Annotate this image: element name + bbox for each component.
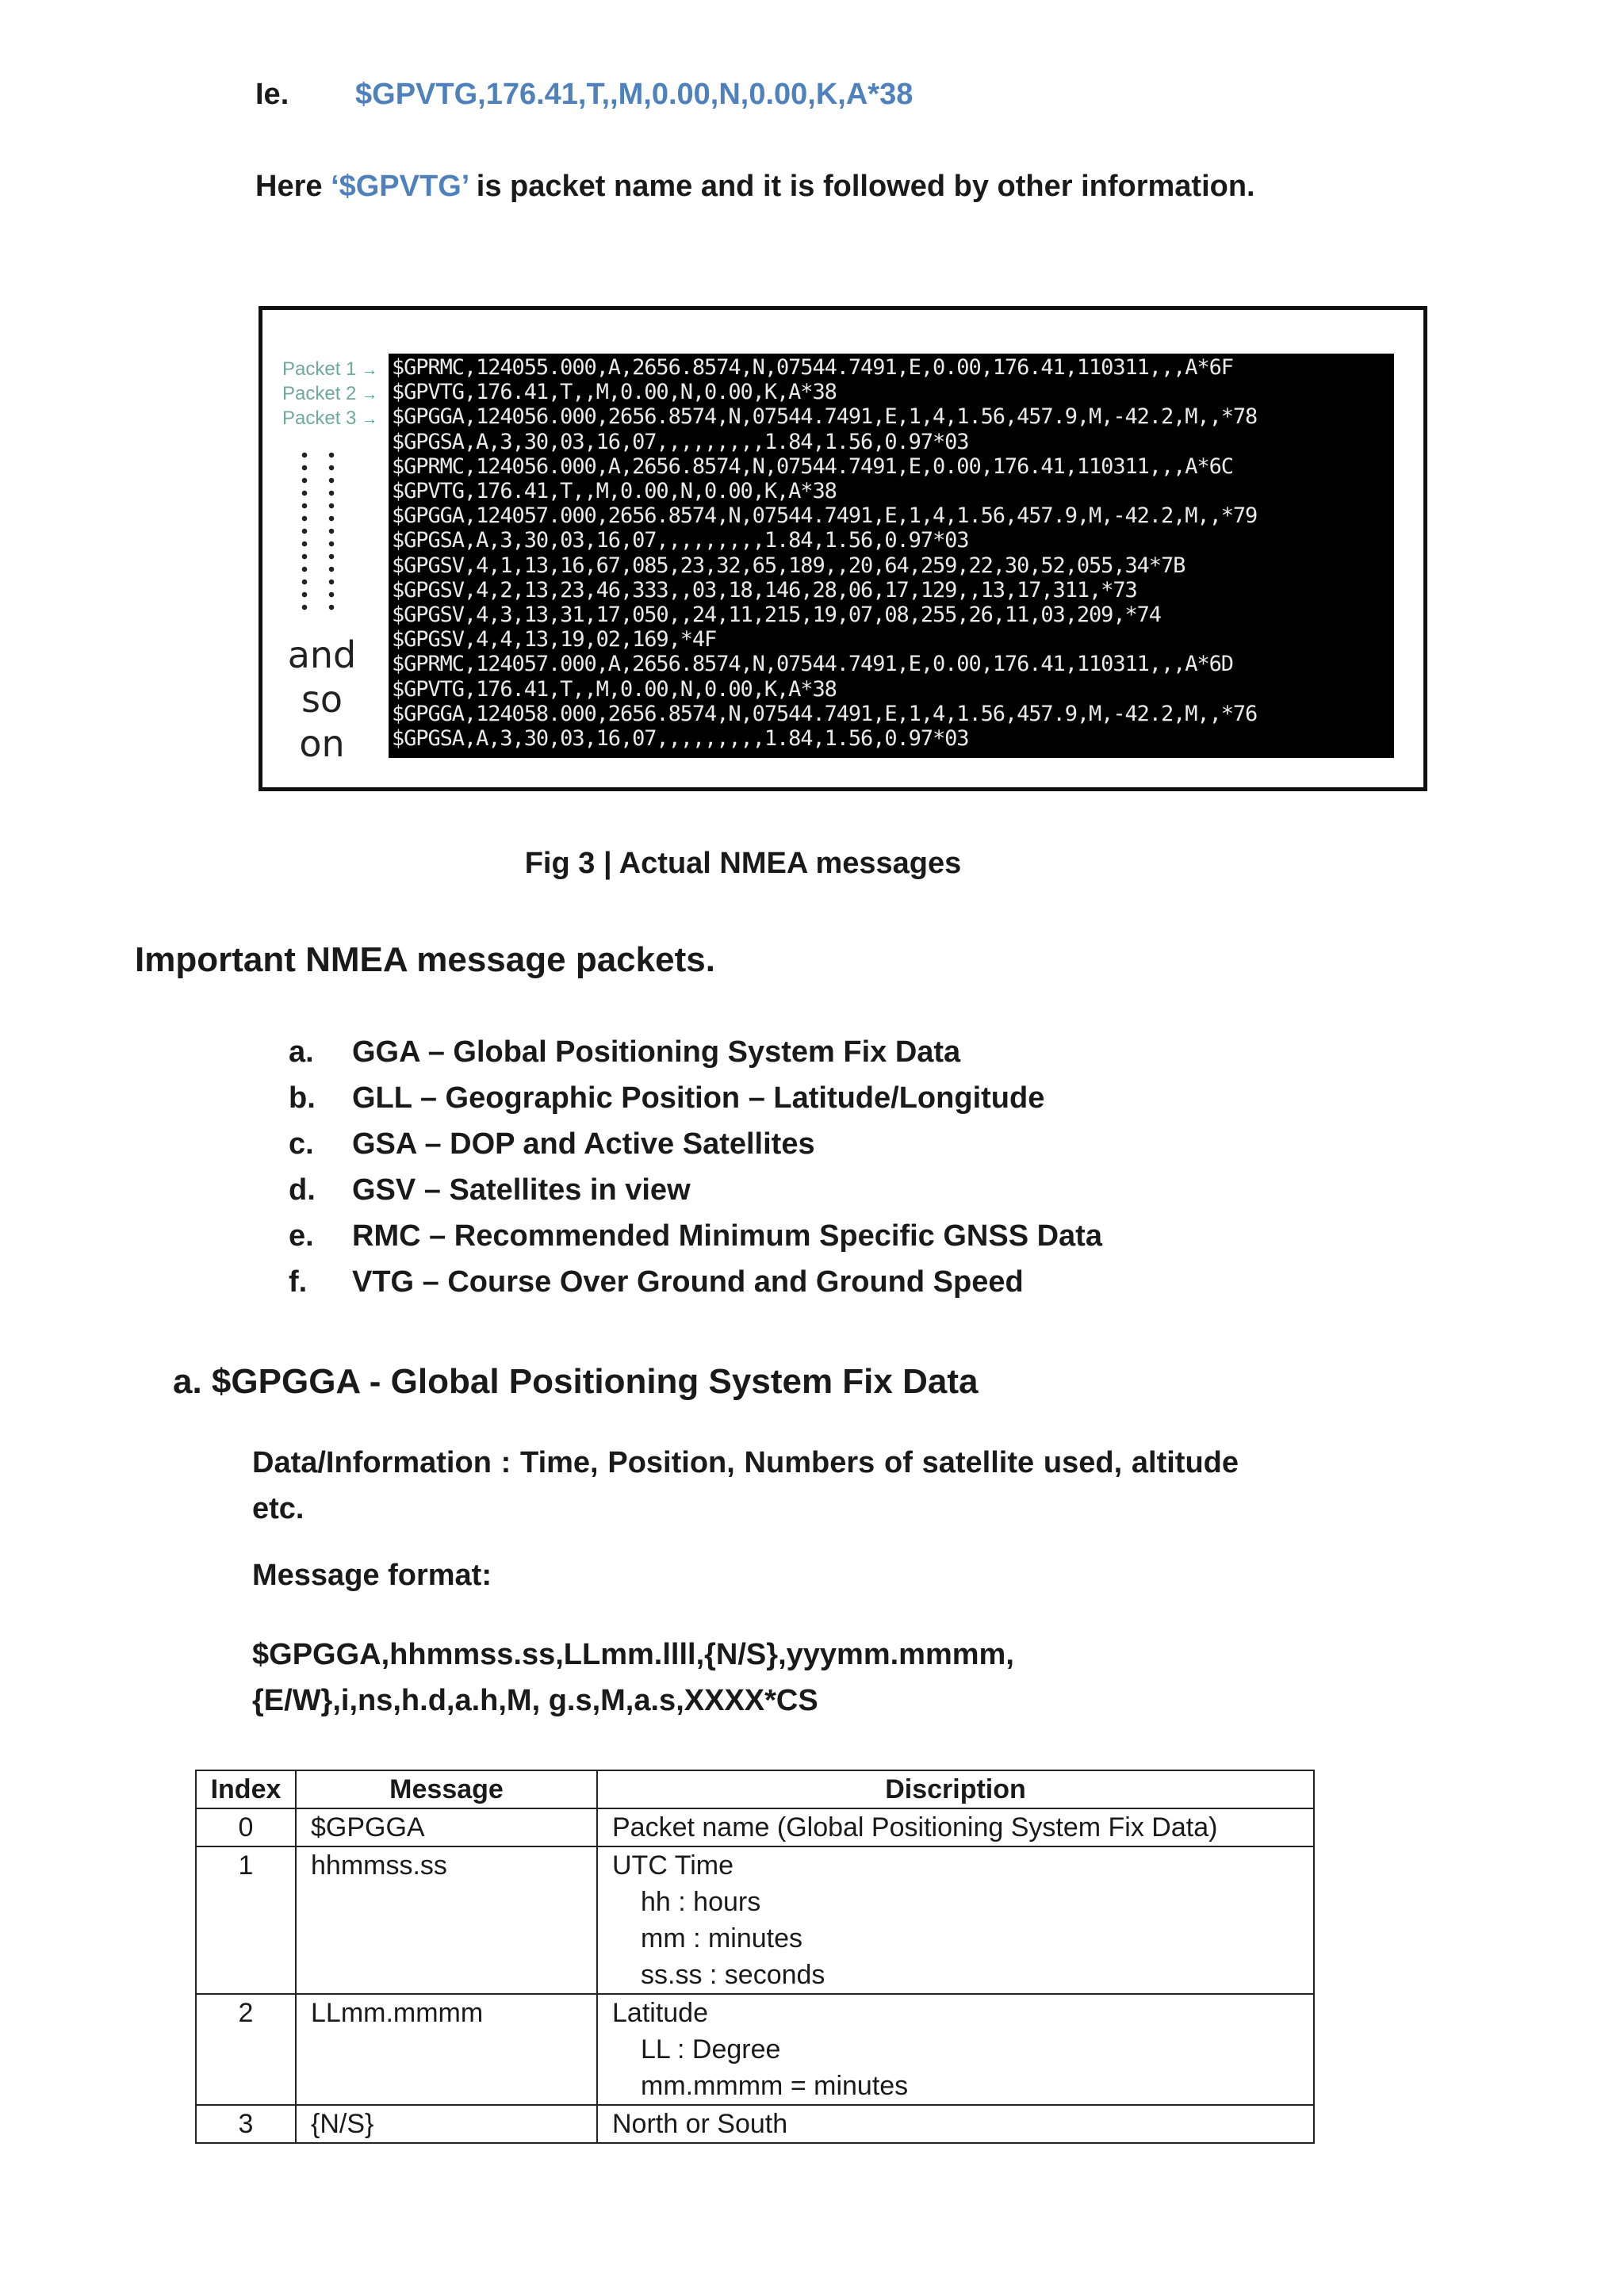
terminal-line: $GPRMC,124057.000,A,2656.8574,N,07544.7491,E,0.00,176.41,110311,,,A*6D [392,652,1233,677]
description-subitem: mm : minutes [641,1923,803,1954]
description-text: North or South [612,2109,788,2139]
terminal-line: $GPRMC,124055.000,A,2656.8574,N,07544.7491,E,0.00,176.41,110311,,,A*6F [392,355,1233,380]
example-label: Ie. [255,78,289,111]
packet-labels [282,357,385,430]
cell-message: {N/S} [296,2105,597,2143]
continuation-dots [298,449,362,615]
description-subitem: mm.mmmm = minutes [641,2071,909,2101]
list-item-text: GLL – Geographic Position – Latitude/Longitude [352,1081,1045,1115]
cell-index: 3 [196,2105,296,2143]
explanation-packet-name: ‘$GPVTG’ [331,170,469,203]
description-text: UTC Time [612,1850,733,1881]
terminal-line: $GPGSV,4,3,13,31,17,050,,24,11,215,19,07,08,255,26,11,03,209,*74 [392,603,1161,628]
packet-label [282,381,385,406]
nmea-terminal-output [389,354,1394,758]
gga-heading: a. $GPGGA - Global Positioning System Fix Data [173,1362,979,1401]
list-item-text: GGA – Global Positioning System Fix Data [352,1035,961,1069]
terminal-line: $GPGGA,124056.000,2656.8574,N,07544.7491,E,1,4,1.56,457.9,M,-42.2,M,,*78 [392,404,1258,430]
packet-label-text: Packet 1 [282,358,357,380]
terminal-line: $GPGSA,A,3,30,03,16,07,,,,,,,,,1.84,1.56,0.97*03 [392,528,969,553]
list-item-letter: a. [289,1035,314,1069]
cell-message: hhmmss.ss [296,1846,597,1994]
and-so-on-label [282,633,362,766]
cell-index: 2 [196,1994,296,2105]
description-subitem: LL : Degree [641,2034,781,2064]
and-so-on-line: and [287,633,357,676]
list-item-letter: d. [289,1173,316,1207]
list-item-text: GSA – DOP and Active Satellites [352,1127,815,1161]
description-text: Packet name (Global Positioning System Fix Data) [612,1812,1218,1843]
description-subitem: ss.ss : seconds [641,1960,825,1990]
terminal-line: $GPVTG,176.41,T,,M,0.00,N,0.00,K,A*38 [392,676,837,702]
list-item-letter: e. [289,1219,314,1253]
and-so-on-line: so on [299,678,345,765]
header-message: Message [296,1770,597,1808]
example-sentence: $GPVTG,176.41,T,,M,0.00,N,0.00,K,A*38 [355,78,914,111]
terminal-line: $GPRMC,124056.000,A,2656.8574,N,07544.7491,E,0.00,176.41,110311,,,A*6C [392,453,1233,479]
message-format: $GPGGA,hhmmss.ss,LLmm.llll,{N/S},yyymm.mmmm,{E/W},i,ns,h.d,a.h,M, g.s,M,a.s,XXXX*CS [252,1638,1014,1717]
arrow-right-icon: → [362,362,378,379]
table-row [196,2105,1314,2143]
explanation-suffix: is packet name and it is followed by other information. [468,170,1255,203]
cell-index: 0 [196,1808,296,1846]
list-item-text: GSV – Satellites in view [352,1173,691,1207]
header-description: Discription [597,1770,1314,1808]
table-row [196,1994,1314,2105]
description-subitem: hh : hours [641,1887,761,1917]
table-row [196,1808,1314,1846]
terminal-line: $GPVTG,176.41,T,,M,0.00,N,0.00,K,A*38 [392,380,837,405]
explanation-prefix: Here [255,170,331,203]
packet-name-explanation [255,170,1255,204]
arrow-right-icon: → [362,411,378,428]
figure-caption: Fig 3 | Actual NMEA messages [524,847,962,880]
description-text: Latitude [612,1998,708,2028]
packets-heading: Important NMEA message packets. [135,940,715,979]
gga-data-info: Data/Information : Time, Position, Numbers of satellite used, altitude etc. [252,1446,1239,1525]
terminal-line: $GPGSV,4,1,13,16,67,085,23,32,65,189,,20,64,259,22,30,52,055,34*7B [392,553,1185,578]
list-item-text: RMC – Recommended Minimum Specific GNSS Data [352,1219,1102,1253]
arrow-right-icon: → [362,386,378,404]
table-row [196,1846,1314,1994]
packet-label [282,406,385,430]
cell-message: $GPGGA [296,1808,597,1846]
terminal-line: $GPGSV,4,4,13,19,02,169,*4F [392,627,717,652]
table-header-row [196,1770,1314,1808]
gga-fields-table [195,1770,1315,2144]
packet-label [282,357,385,381]
list-item-letter: b. [289,1081,316,1115]
terminal-line: $GPGSA,A,3,30,03,16,07,,,,,,,,,1.84,1.56,0.97*03 [392,429,969,454]
message-format-label: Message format: [252,1559,492,1592]
header-index: Index [196,1770,296,1808]
terminal-line: $GPVTG,176.41,T,,M,0.00,N,0.00,K,A*38 [392,479,837,504]
cell-description [597,1808,1314,1846]
cell-description [597,1846,1314,1994]
cell-message: LLmm.mmmm [296,1994,597,2105]
cell-index: 1 [196,1846,296,1994]
cell-description [597,1994,1314,2105]
cell-description [597,2105,1314,2143]
terminal-line: $GPGSV,4,2,13,23,46,333,,03,18,146,28,06,17,129,,13,17,311,*73 [392,577,1137,603]
list-item-letter: f. [289,1265,308,1299]
list-item-letter: c. [289,1127,314,1161]
packet-label-text: Packet 3 [282,408,357,429]
terminal-line: $GPGGA,124058.000,2656.8574,N,07544.7491,E,1,4,1.56,457.9,M,-42.2,M,,*76 [392,701,1258,726]
terminal-line: $GPGSA,A,3,30,03,16,07,,,,,,,,,1.84,1.56,0.97*03 [392,726,969,752]
packet-label-text: Packet 2 [282,383,357,404]
list-item-text: VTG – Course Over Ground and Ground Speed [352,1265,1024,1299]
terminal-line: $GPGGA,124057.000,2656.8574,N,07544.7491,E,1,4,1.56,457.9,M,-42.2,M,,*79 [392,503,1258,529]
